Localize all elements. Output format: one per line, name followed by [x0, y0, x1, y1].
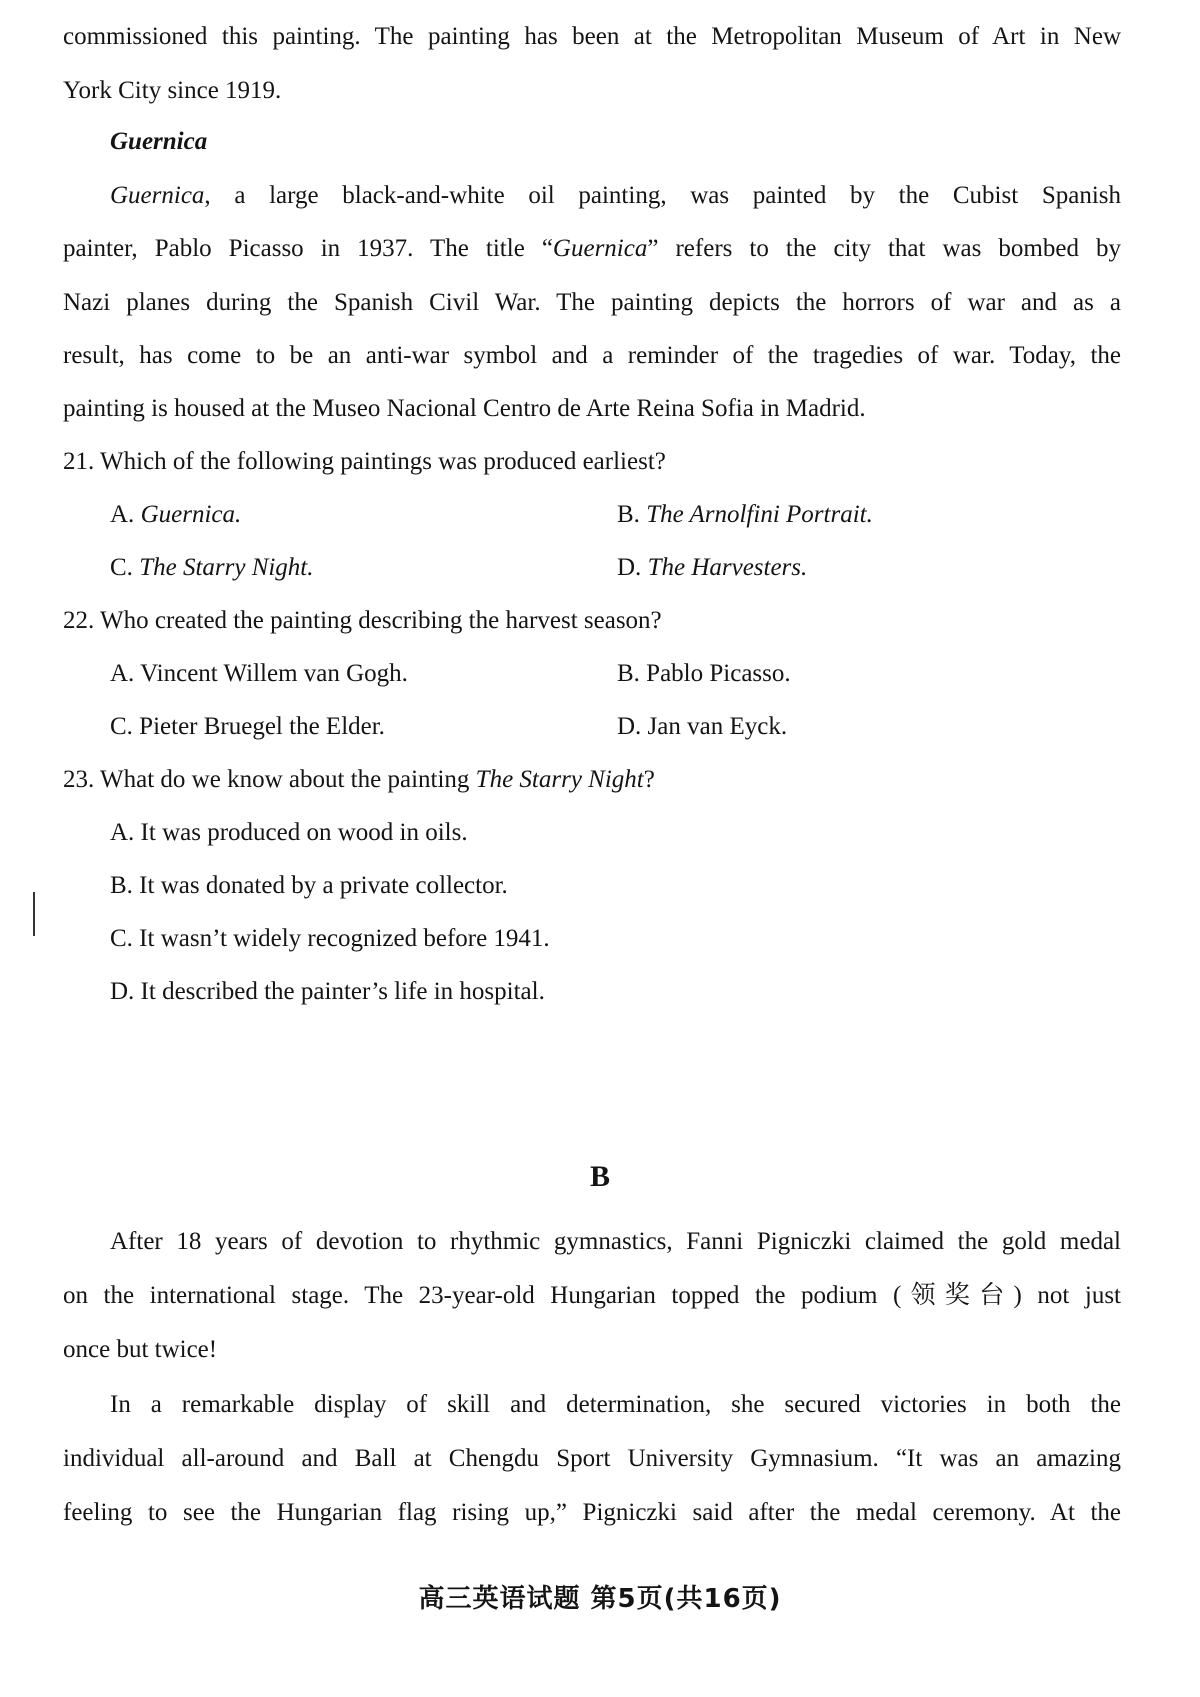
- option-21-a: A. Guernica.: [110, 501, 242, 528]
- option-23-c: C. It wasn’t widely recognized before 1941.: [110, 925, 550, 952]
- question-22: 22. Who created the painting describing the harvest season?: [63, 607, 662, 634]
- paragraph-line: feeling to see the Hungarian flag rising up,” Pigniczki said after the medal ceremony. At the: [63, 1499, 1121, 1526]
- scan-margin-mark: [33, 892, 35, 936]
- page-footer: 高三英语试题 第5页(共16页): [418, 1584, 782, 1614]
- paragraph-line: York City since 1919.: [63, 77, 282, 104]
- paragraph-line: once but twice!: [63, 1336, 218, 1363]
- option-23-a: A. It was produced on wood in oils.: [110, 819, 468, 846]
- paragraph-line: Nazi planes during the Spanish Civil War. The painting depicts the horrors of war and as a: [63, 289, 1121, 316]
- painting-title: Guernica: [552, 235, 648, 262]
- option-21-d: D. The Harvesters.: [617, 554, 808, 581]
- painting-title: The Starry Night: [475, 766, 644, 793]
- section-heading-guernica: Guernica: [110, 128, 208, 155]
- section-heading-b: B: [589, 1160, 610, 1193]
- paragraph-line: individual all-around and Ball at Chengdu Sport University Gymnasium. “It was an amazing: [63, 1445, 1121, 1472]
- paragraph-line: result, has come to be an anti-war symbol and a reminder of the tragedies of war. Today, the: [63, 342, 1121, 369]
- paragraph-line: on the international stage. The 23-year-old Hungarian topped the podium (领奖台) not just: [63, 1282, 1121, 1309]
- paragraph-line: In a remarkable display of skill and determination, she secured victories in both the: [110, 1391, 1121, 1418]
- question-23: 23. What do we know about the painting The Starry Night?: [63, 766, 655, 793]
- option-22-a: A. Vincent Willem van Gogh.: [110, 660, 408, 687]
- option-22-d: D. Jan van Eyck.: [617, 713, 788, 740]
- paragraph-line: Guernica, a large black-and-white oil painting, was painted by the Cubist Spanish: [110, 182, 1121, 209]
- option-22-b: B. Pablo Picasso.: [617, 660, 791, 687]
- painting-title: Guernica: [110, 182, 205, 209]
- question-21: 21. Which of the following paintings was produced earliest?: [63, 448, 666, 475]
- paragraph-line: After 18 years of devotion to rhythmic gymnastics, Fanni Pigniczki claimed the gold medal: [110, 1228, 1121, 1255]
- option-21-b: B. The Arnolfini Portrait.: [617, 501, 873, 528]
- option-22-c: C. Pieter Bruegel the Elder.: [110, 713, 385, 740]
- paragraph-line: painting is housed at the Museo Nacional Centro de Arte Reina Sofia in Madrid.: [63, 395, 866, 422]
- paragraph-line: painter, Pablo Picasso in 1937. The title “Guernica” refers to the city that was bombed by: [63, 235, 1121, 262]
- option-23-b: B. It was donated by a private collector.: [110, 872, 508, 899]
- option-23-d: D. It described the painter’s life in hospital.: [110, 978, 545, 1005]
- paragraph-line: commissioned this painting. The painting has been at the Metropolitan Museum of Art in New: [63, 23, 1121, 50]
- option-21-c: C. The Starry Night.: [110, 554, 314, 581]
